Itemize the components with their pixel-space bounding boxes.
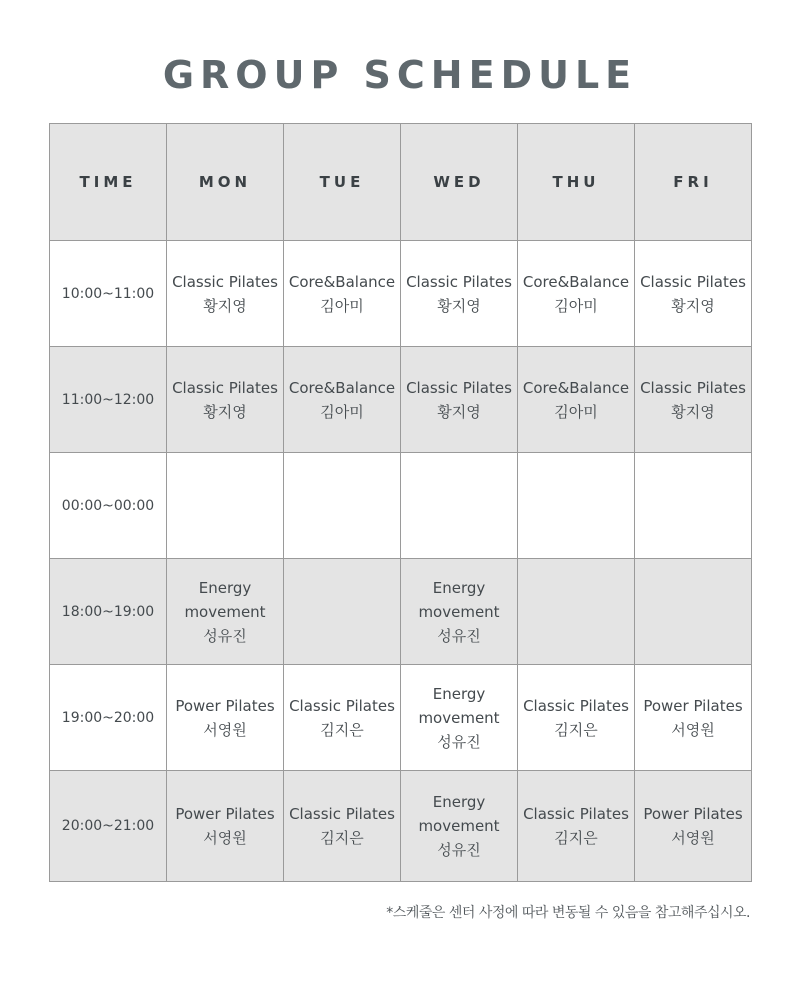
header-wed: WED [401, 124, 518, 241]
time-slot: 00:00~00:00 [50, 453, 167, 559]
instructor-name: 황지영 [203, 402, 247, 421]
header-fri: FRI [635, 124, 752, 241]
class-cell-wed [401, 241, 518, 347]
schedule-table [49, 123, 752, 882]
class-cell-thu [518, 771, 635, 882]
instructor-name: 서영원 [671, 829, 715, 847]
instructor-name: 김지은 [320, 720, 364, 739]
instructor-name: 황지영 [203, 296, 247, 315]
class-cell-fri [635, 241, 752, 347]
table-row [50, 559, 752, 665]
class-cell-thu [518, 453, 635, 559]
class-name: Core&Balance [288, 378, 396, 397]
table-row [50, 241, 752, 347]
instructor-name: 김지은 [320, 829, 364, 847]
class-cell-fri [635, 347, 752, 453]
instructor-name: 김아미 [320, 402, 364, 421]
class-cell-fri [635, 559, 752, 665]
class-name: Classic Pilates [406, 272, 512, 291]
table-row [50, 665, 752, 771]
class-name: Energy movement [418, 578, 500, 621]
class-cell-tue [284, 559, 401, 665]
table-row [50, 453, 752, 559]
class-cell-wed [401, 453, 518, 559]
instructor-name: 김지은 [554, 720, 598, 739]
class-cell-mon [167, 559, 284, 665]
class-cell-mon [167, 453, 284, 559]
class-name: Classic Pilates [289, 696, 395, 715]
class-cell-wed [401, 559, 518, 665]
class-cell-fri [635, 771, 752, 882]
class-cell-thu [518, 347, 635, 453]
table-row [50, 771, 752, 882]
class-name: Classic Pilates [172, 378, 278, 397]
class-cell-wed [401, 347, 518, 453]
header-mon: MON [167, 124, 284, 241]
class-name: Classic Pilates [289, 805, 395, 823]
instructor-name: 김아미 [554, 402, 598, 421]
class-name: Core&Balance [522, 272, 630, 291]
time-slot: 18:00~19:00 [50, 559, 167, 665]
class-cell-thu [518, 665, 635, 771]
class-cell-tue [284, 347, 401, 453]
class-name: Classic Pilates [523, 805, 629, 823]
time-slot: 19:00~20:00 [50, 665, 167, 771]
class-cell-mon [167, 241, 284, 347]
class-name: Core&Balance [522, 378, 630, 397]
instructor-name: 김아미 [554, 296, 598, 315]
class-cell-tue [284, 771, 401, 882]
instructor-name: 서영원 [671, 720, 715, 739]
class-name: Power Pilates [643, 696, 743, 715]
class-cell-thu [518, 559, 635, 665]
instructor-name: 서영원 [203, 720, 247, 739]
class-cell-mon [167, 771, 284, 882]
instructor-name: 김아미 [320, 296, 364, 315]
instructor-name: 성유진 [437, 732, 481, 751]
class-name: Classic Pilates [406, 378, 512, 397]
table-row [50, 347, 752, 453]
header-time: TIME [50, 124, 167, 241]
instructor-name: 황지영 [437, 402, 481, 421]
instructor-name: 황지영 [437, 296, 481, 315]
class-cell-mon [167, 665, 284, 771]
class-name: Core&Balance [288, 272, 396, 291]
class-cell-fri [635, 665, 752, 771]
header-thu: THU [518, 124, 635, 241]
class-cell-tue [284, 453, 401, 559]
instructor-name: 김지은 [554, 829, 598, 847]
class-cell-fri [635, 453, 752, 559]
class-cell-wed [401, 771, 518, 882]
page-title: GROUP SCHEDULE [162, 53, 638, 97]
header-row [50, 124, 752, 241]
class-name: Classic Pilates [640, 378, 746, 397]
instructor-name: 황지영 [671, 296, 715, 315]
class-cell-tue [284, 665, 401, 771]
class-cell-tue [284, 241, 401, 347]
time-slot: 20:00~21:00 [50, 771, 167, 882]
class-name: Power Pilates [175, 805, 275, 823]
instructor-name: 서영원 [203, 829, 247, 847]
time-slot: 11:00~12:00 [50, 347, 167, 453]
class-name: Classic Pilates [172, 272, 278, 291]
class-name: Energy movement [184, 578, 266, 621]
class-name: Classic Pilates [640, 272, 746, 291]
class-name: Energy movement [418, 793, 500, 835]
instructor-name: 성유진 [203, 626, 247, 645]
instructor-name: 황지영 [671, 402, 715, 421]
class-name: Energy movement [418, 684, 500, 727]
class-cell-wed [401, 665, 518, 771]
class-name: Power Pilates [643, 805, 743, 823]
instructor-name: 성유진 [437, 626, 481, 645]
class-cell-mon [167, 347, 284, 453]
class-cell-thu [518, 241, 635, 347]
class-name: Power Pilates [175, 696, 275, 715]
instructor-name: 성유진 [437, 841, 481, 859]
schedule-change-notice: *스케줄은 센터 사정에 따라 변동될 수 있음을 참고해주십시오. [386, 905, 750, 921]
class-name: Classic Pilates [523, 696, 629, 715]
header-tue: TUE [284, 124, 401, 241]
time-slot: 10:00~11:00 [50, 241, 167, 347]
